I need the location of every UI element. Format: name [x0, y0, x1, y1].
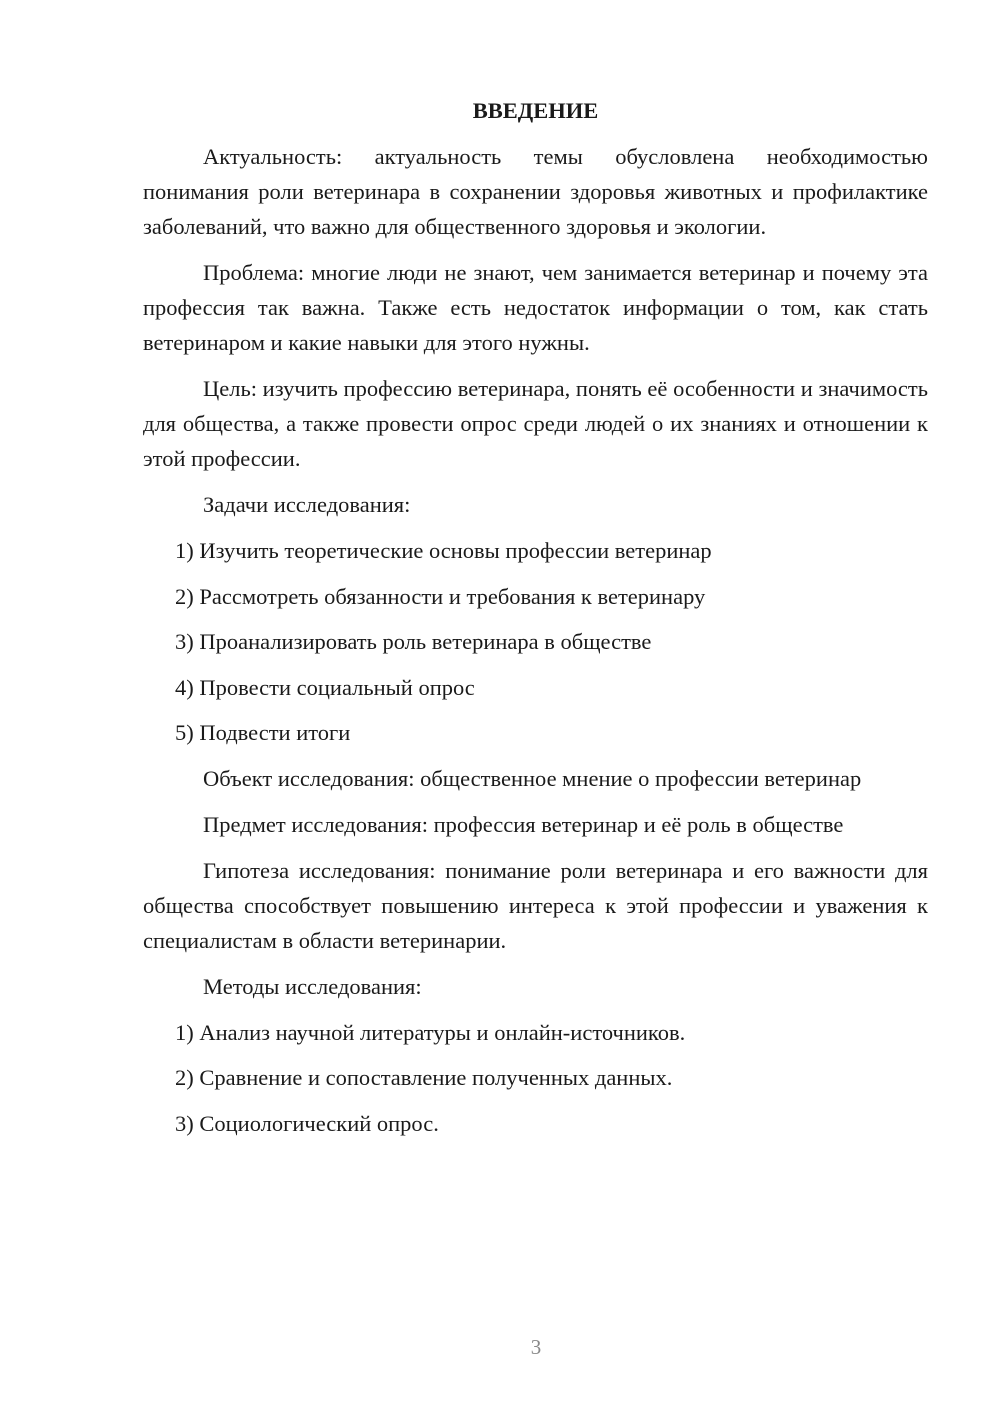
page-number: 3 — [530, 1335, 542, 1359]
tasks-label: Задачи исследования: — [203, 492, 411, 517]
goal-paragraph: Цель: изучить профессию ветеринара, понять её особенности и значимость для общества, а также провести опрос среди людей о их знаниях и отношении к этой профессии. — [143, 376, 928, 471]
list-item: 3) Проанализировать роль ветеринара в обществе — [175, 629, 652, 654]
list-item: 2) Рассмотреть обязанности и требования к ветеринару — [175, 583, 706, 609]
page-title: ВВЕДЕНИЕ — [472, 98, 599, 123]
document-page — [143, 95, 928, 1151]
list-item: 4) Провести социальный опрос — [175, 674, 475, 700]
relevance-paragraph: Актуальность: актуальность темы обусловлена необходимостью понимания роли ветеринара в сохранении здоровья животных и профилактике заболеваний, что важно для общественного здоровья и экологии. — [143, 144, 928, 239]
list-item: 3) Социологический опрос. — [175, 1110, 439, 1136]
problem-paragraph: Проблема: многие люди не знают, чем занимается ветеринар и почему эта профессия так важна. Также есть недостаток информации о том, как стать ветеринаром и какие навыки для этого нужны. — [143, 260, 928, 355]
list-item: 2) Сравнение и сопоставление полученных данных. — [175, 1065, 673, 1090]
list-item: 1) Изучить теоретические основы профессии ветеринар — [175, 538, 712, 563]
tasks-list — [143, 533, 928, 750]
hypothesis-paragraph: Гипотеза исследования: понимание роли ветеринара и его важности для общества способствует повышению интереса к этой профессии и уважения к специалистам в области ветеринарии. — [143, 857, 928, 953]
list-item: 5) Подвести итоги — [175, 720, 351, 745]
methods-list — [143, 1015, 928, 1141]
list-item: 1) Анализ научной литературы и онлайн-источников. — [175, 1019, 686, 1045]
subject-paragraph: Предмет исследования: профессия ветеринар и её роль в обществе — [203, 811, 844, 837]
object-paragraph: Объект исследования: общественное мнение о профессии ветеринар — [203, 765, 862, 791]
methods-label: Методы исследования: — [203, 973, 422, 999]
